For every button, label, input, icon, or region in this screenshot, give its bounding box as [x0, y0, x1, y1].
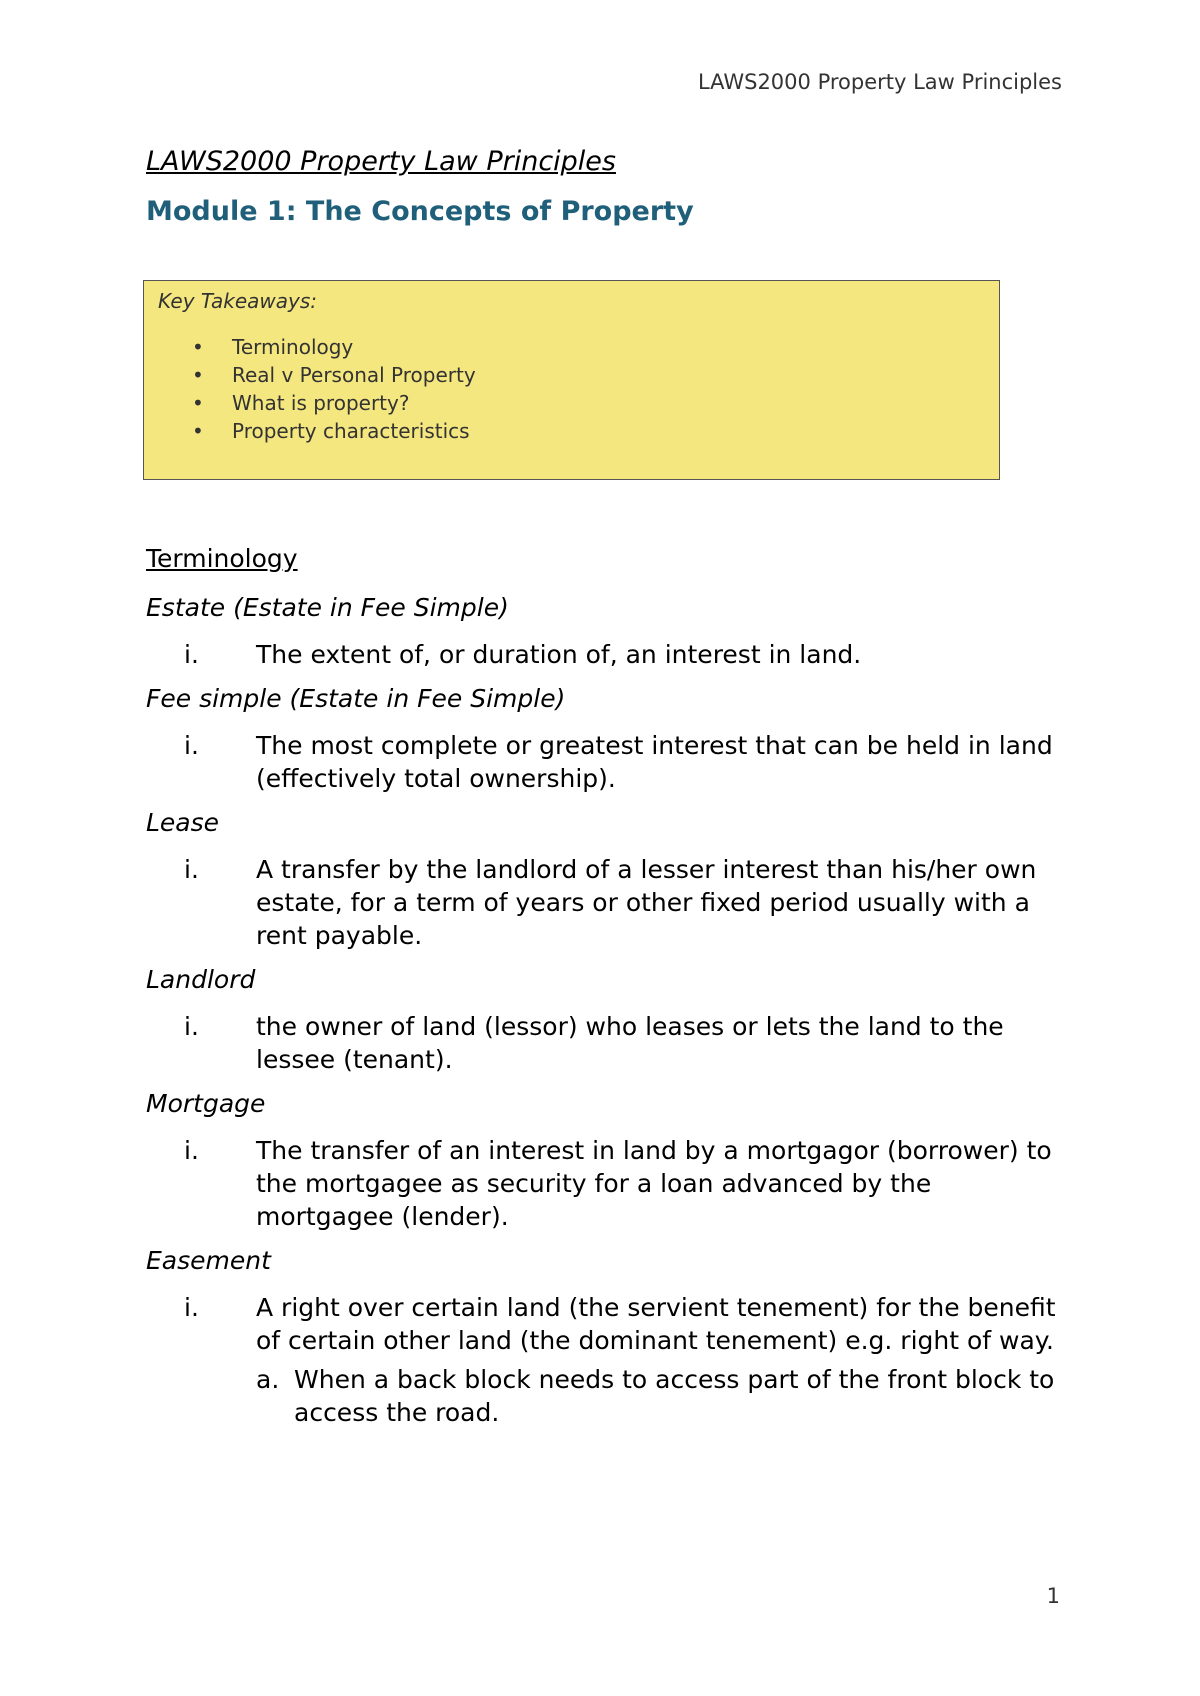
term-title: Mortgage [146, 1089, 266, 1118]
section-heading: Terminology [146, 544, 298, 573]
list-number: i. [184, 855, 199, 884]
term-title: Landlord [146, 965, 256, 994]
bullet-icon: • [192, 419, 204, 443]
list-item [192, 333, 476, 361]
page-number: 1 [1046, 1584, 1060, 1608]
definition-text: A transfer by the landlord of a lesser interest than his/her own estate, for a term of years or other fixed period usually with a rent payable. [256, 855, 1037, 950]
key-takeaways-heading: Key Takeaways: [158, 289, 318, 313]
takeaway-text: Property characteristics [232, 419, 470, 443]
list-item [192, 361, 476, 389]
takeaway-text: Real v Personal Property [232, 363, 476, 387]
list-number: i. [184, 1012, 199, 1041]
term-title: Fee simple (Estate in Fee Simple) [146, 684, 566, 713]
bullet-icon: • [192, 335, 204, 359]
list-number: i. [184, 1293, 199, 1322]
sub-point-text: When a back block needs to access part of the front block to access the road. [294, 1365, 1055, 1427]
definition-text: The extent of, or duration of, an interest in land. [256, 640, 862, 669]
term-definition [146, 853, 1066, 952]
definition-text: The most complete or greatest interest that can be held in land (effectively total ownership). [256, 731, 1053, 793]
term-definition [146, 729, 1066, 795]
key-takeaways-box [143, 280, 1000, 480]
list-number: i. [184, 640, 199, 669]
term-title: Easement [146, 1246, 271, 1275]
list-item [192, 389, 476, 417]
definition-text: The transfer of an interest in land by a mortgagor (borrower) to the mortgagee as security for a loan advanced by the mortgagee (lender). [256, 1136, 1052, 1231]
module-title: Module 1: The Concepts of Property [146, 196, 694, 227]
key-takeaways-list [192, 333, 476, 445]
term-definition [146, 1134, 1066, 1233]
takeaway-text: Terminology [232, 335, 354, 359]
term-definition [146, 638, 1066, 671]
term-title: Lease [146, 808, 220, 837]
definition-text: the owner of land (lessor) who leases or lets the land to the lessee (tenant). [256, 1012, 1004, 1074]
bullet-icon: • [192, 391, 204, 415]
term-definition [146, 1291, 1066, 1357]
list-number: i. [184, 731, 199, 760]
list-number: i. [184, 1136, 199, 1165]
sub-list-letter: a. [256, 1365, 280, 1394]
term-definition [146, 1010, 1066, 1076]
document-title: LAWS2000 Property Law Principles [146, 146, 616, 177]
running-header: LAWS2000 Property Law Principles [697, 70, 1062, 94]
terms-list [146, 592, 1066, 1441]
list-item [192, 417, 476, 445]
term-title: Estate (Estate in Fee Simple) [146, 593, 509, 622]
bullet-icon: • [192, 363, 204, 387]
takeaway-text: What is property? [232, 391, 410, 415]
definition-text: A right over certain land (the servient tenement) for the benefit of certain other land (the dominant tenement) e.g. right of way. [256, 1293, 1056, 1355]
sub-point [146, 1363, 1066, 1429]
